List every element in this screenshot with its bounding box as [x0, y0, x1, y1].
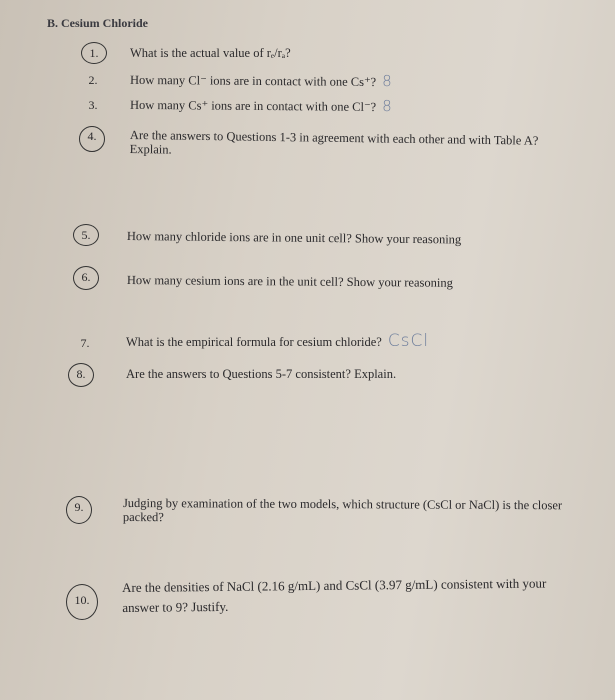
question-4-text: Are the answers to Questions 1-3 in agreement with each other and with Table A? Explain. — [129, 128, 539, 157]
question-7 — [126, 331, 430, 351]
question-number-10: 10. — [66, 584, 98, 620]
question-7-answer: CsCl — [387, 331, 430, 351]
question-number-9: 9. — [66, 496, 92, 524]
question-2 — [130, 72, 392, 89]
question-5-text: How many chloride ions are in one unit cell? Show your reasoning — [126, 229, 462, 247]
question-3 — [130, 97, 392, 114]
question-10-text: Are the densities of NaCl (2.16 g/mL) and CsCl (3.97 g/mL) consistent with your answer to 9? Justify. — [122, 575, 547, 615]
question-number-6: 6. — [73, 266, 99, 290]
question-number-3: 3. — [88, 98, 98, 112]
question-number-2: 2. — [88, 73, 98, 87]
question-3-answer: 8 — [382, 97, 392, 116]
question-8-text: Are the answers to Questions 5-7 consistent? Explain. — [126, 367, 397, 381]
question-7-text: What is the empirical formula for cesium chloride? — [126, 335, 382, 349]
question-number-7: 7. — [80, 336, 90, 350]
section-title: B. Cesium Chloride — [47, 16, 149, 30]
question-2-text: How many Cl⁻ ions are in contact with one Cs⁺? — [129, 72, 377, 90]
question-number-8: 8. — [68, 363, 94, 387]
question-number-5: 5. — [73, 224, 99, 246]
question-number-1: 1. — [81, 42, 107, 64]
question-1-text: What is the actual value of rₑ/rₐ? — [130, 46, 291, 60]
question-3-text: How many Cs⁺ ions are in contact with one Cl⁻? — [129, 97, 377, 115]
question-2-answer: 8 — [382, 72, 392, 91]
question-9-text: Judging by examination of the two models, which structure (CsCl or NaCl) is the closer packed? — [122, 496, 563, 525]
question-number-4: 4. — [79, 126, 105, 152]
question-6-text: How many cesium ions are in the unit cell? Show your reasoning — [126, 273, 453, 290]
